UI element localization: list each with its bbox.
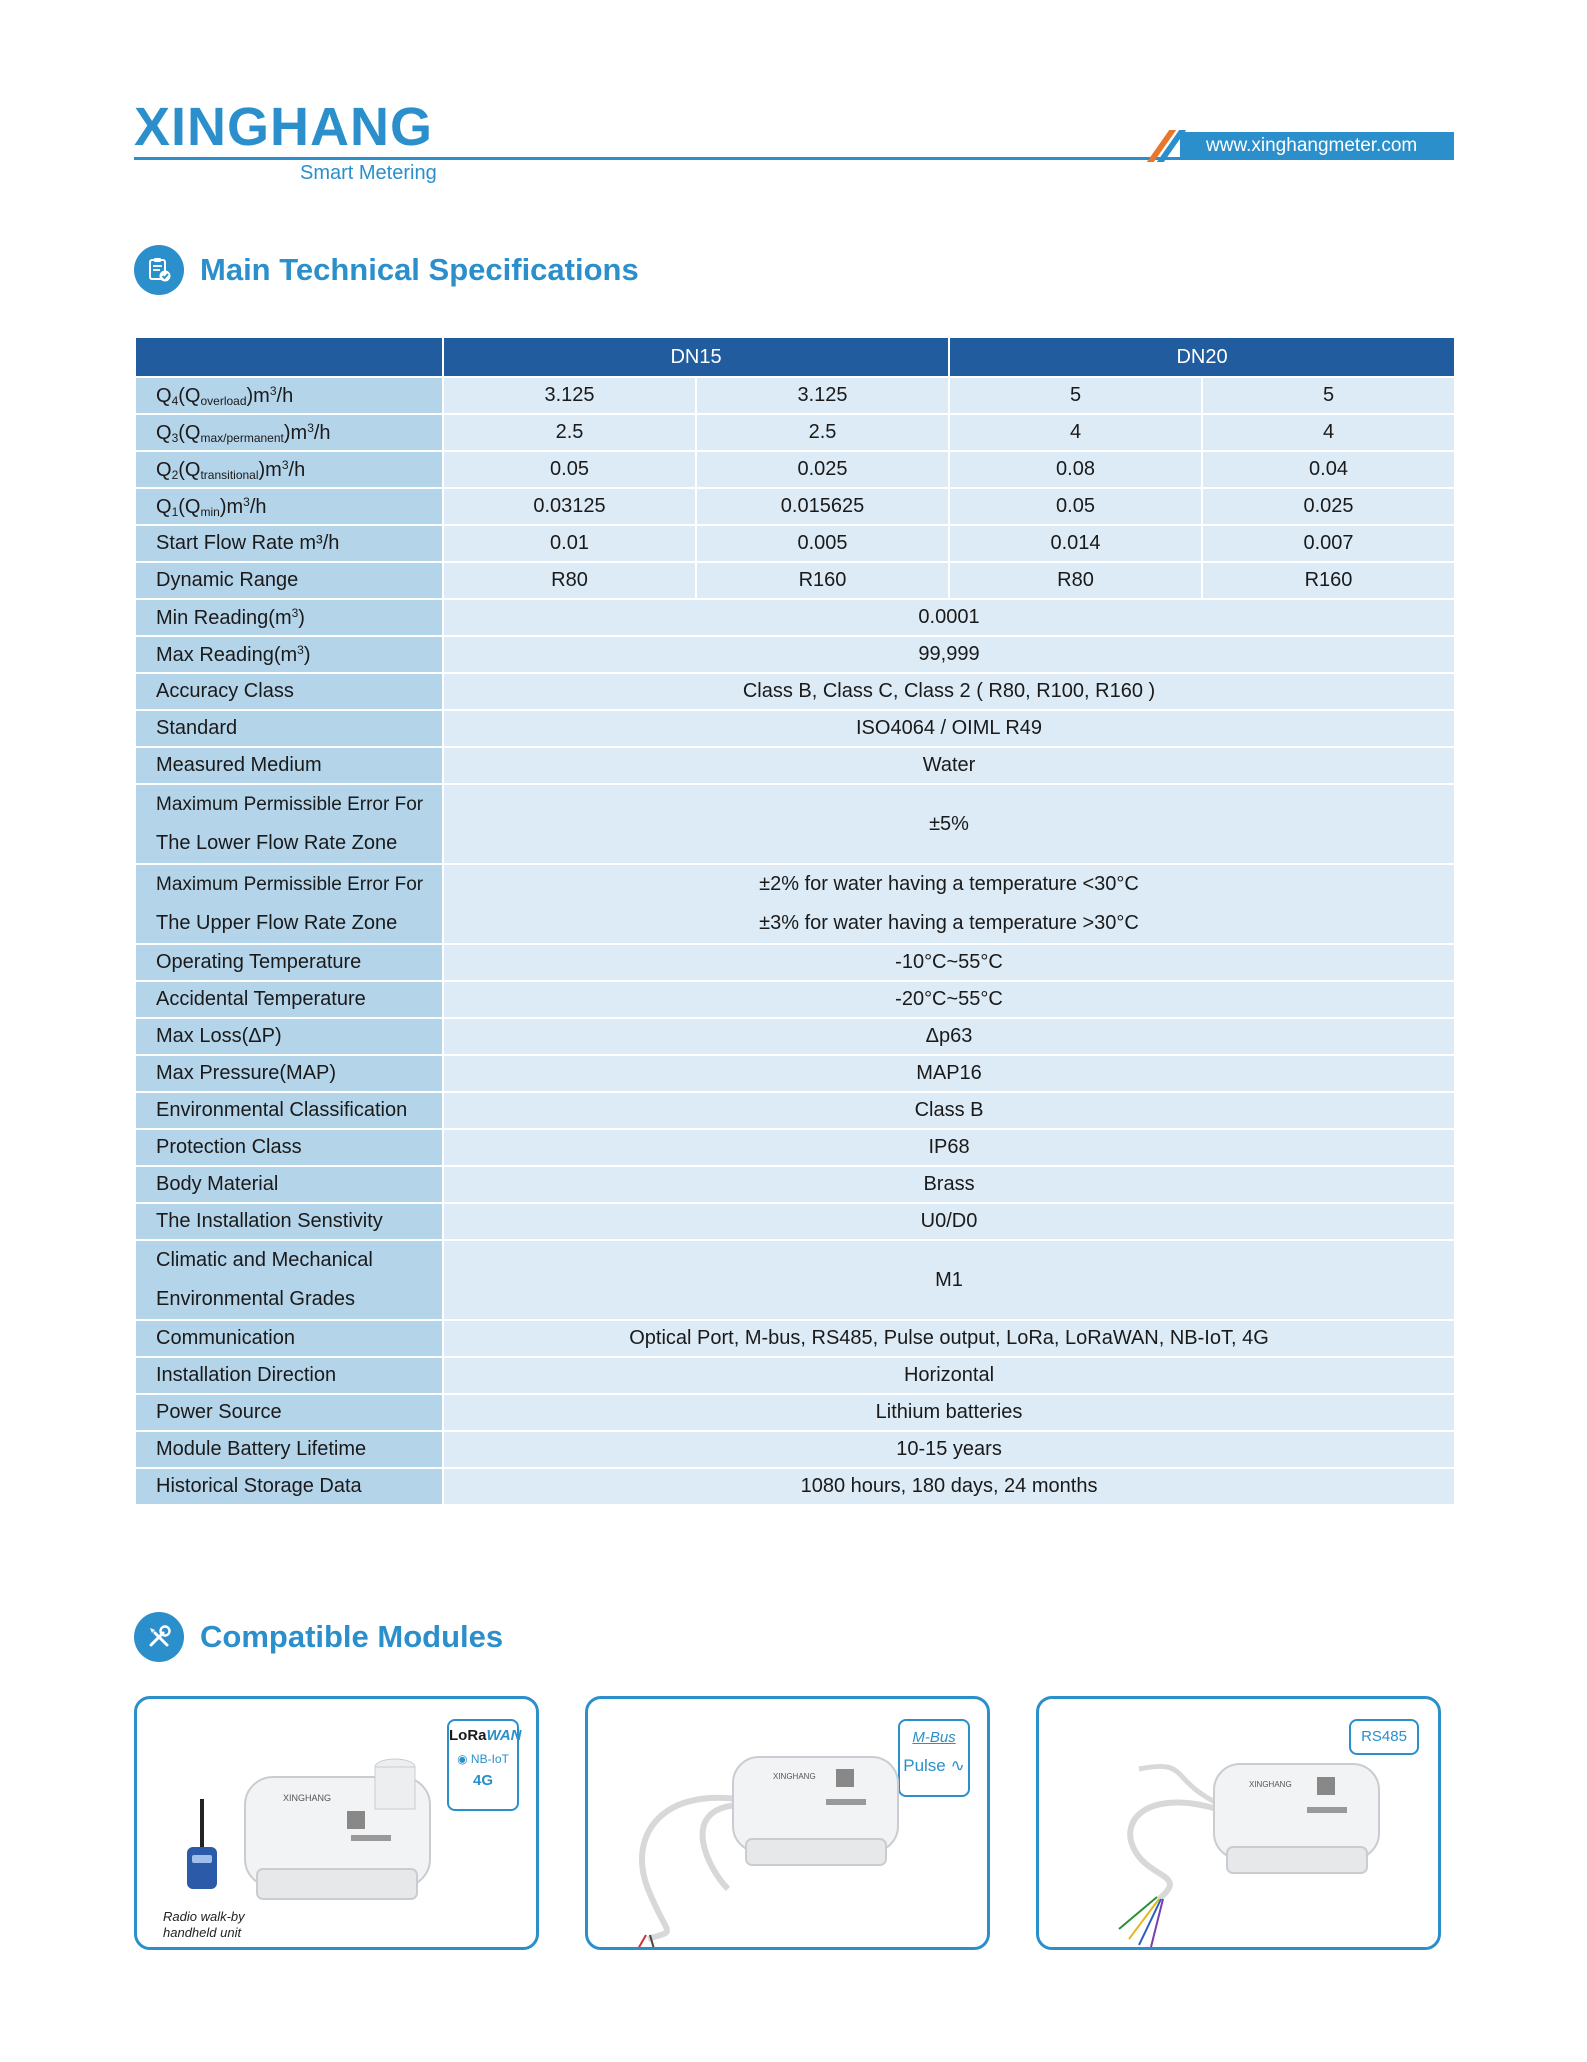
row-label: Start Flow Rate m³/h: [135, 525, 443, 562]
table-cell: ISO4064 / OIML R49: [443, 710, 1455, 747]
table-cell: IP68: [443, 1129, 1455, 1166]
clipboard-check-icon: [134, 245, 184, 295]
table-cell: Lithium batteries: [443, 1394, 1455, 1431]
table-row: [135, 981, 1455, 1018]
group-header-dn20: DN20: [949, 337, 1455, 377]
table-row: [135, 636, 1455, 673]
handheld-caption: Radio walk-by handheld unit: [163, 1909, 245, 1940]
table-row: [135, 1394, 1455, 1431]
brand-tagline: Smart Metering: [300, 162, 437, 184]
table-cell: 5: [1202, 377, 1455, 414]
row-label-q2: $Q_2(Q_{transitional})m^3/h$: [135, 451, 443, 488]
table-cell: 3.125: [696, 377, 949, 414]
row-label: Protection Class: [135, 1129, 443, 1166]
section-title: Main Technical Specifications: [200, 252, 639, 287]
table-row: [135, 1468, 1455, 1505]
table-cell: 0.04: [1202, 451, 1455, 488]
row-label: Environmental Classification: [135, 1092, 443, 1129]
table-cell: 0.015625: [696, 488, 949, 525]
table-cell: MAP16: [443, 1055, 1455, 1092]
row-label: The Installation Senstivity: [135, 1203, 443, 1240]
table-cell: -20°C~55°C: [443, 981, 1455, 1018]
table-cell: 2.5: [443, 414, 696, 451]
row-label: Power Source: [135, 1394, 443, 1431]
table-cell: 0.025: [1202, 488, 1455, 525]
table-cell: 0.007: [1202, 525, 1455, 562]
table-cell: 1080 hours, 180 days, 24 months: [443, 1468, 1455, 1505]
row-label: Accuracy Class: [135, 673, 443, 710]
modules-section-header: [134, 1612, 503, 1662]
table-row: [135, 451, 1455, 488]
table-row: [135, 944, 1455, 981]
row-label: Standard: [135, 710, 443, 747]
brand-logo: [134, 97, 437, 184]
table-row: [135, 1203, 1455, 1240]
table-cell: R160: [1202, 562, 1455, 599]
table-cell: 0.0001: [443, 599, 1455, 636]
row-label: Maximum Permissible Error For The Lower Flow Rate Zone: [135, 784, 443, 864]
table-cell: Class B: [443, 1092, 1455, 1129]
table-cell: Brass: [443, 1166, 1455, 1203]
table-cell: Class B, Class C, Class 2 ( R80, R100, R160 ): [443, 673, 1455, 710]
table-cell: M1: [443, 1240, 1455, 1320]
row-label-q4: $Q_4(Q_{overload})m^3/h$: [135, 377, 443, 414]
row-label: Installation Direction: [135, 1357, 443, 1394]
section-title: Compatible Modules: [200, 1619, 504, 1654]
table-row: [135, 1166, 1455, 1203]
table-row: [135, 1357, 1455, 1394]
pulse-label: Pulse ∿: [903, 1756, 965, 1775]
table-row: [135, 377, 1455, 414]
row-label: Historical Storage Data: [135, 1468, 443, 1505]
brand-name: XINGHANG: [134, 97, 434, 157]
row-label: Measured Medium: [135, 747, 443, 784]
module-card-mbus: [585, 1696, 990, 1950]
table-row: [135, 1055, 1455, 1092]
mbus-label: M-Bus: [912, 1729, 956, 1746]
table-row: [135, 1431, 1455, 1468]
table-cell: 0.03125: [443, 488, 696, 525]
row-label: Communication: [135, 1320, 443, 1357]
table-row: [135, 747, 1455, 784]
table-cell: Optical Port, M-bus, RS485, Pulse output, LoRa, LoRaWAN, NB-IoT, 4G: [443, 1320, 1455, 1357]
group-header-dn15: DN15: [443, 337, 949, 377]
rs485-module-image: [1039, 1699, 1441, 1950]
table-row: [135, 1320, 1455, 1357]
table-row: [135, 1092, 1455, 1129]
row-label: Maximum Permissible Error For The Upper Flow Rate Zone: [135, 864, 443, 944]
device-brand: XINGHANG: [773, 1772, 816, 1781]
table-cell: 0.025: [696, 451, 949, 488]
table-row: [135, 784, 1455, 864]
table-cell: 2.5: [696, 414, 949, 451]
table-cell: 3.125: [443, 377, 696, 414]
table-cell: 0.05: [949, 488, 1202, 525]
lorawan-label: LoRaWAN: [449, 1727, 522, 1744]
table-cell: R80: [443, 562, 696, 599]
rs485-label: RS485: [1361, 1728, 1407, 1745]
table-cell: 5: [949, 377, 1202, 414]
4g-label: 4G: [472, 1772, 493, 1789]
table-row: [135, 673, 1455, 710]
table-cell: 0.01: [443, 525, 696, 562]
row-label: Max $Reading(m^3)$: [135, 636, 443, 673]
website-url[interactable]: [1180, 132, 1454, 160]
table-cell: Horizontal: [443, 1357, 1455, 1394]
row-label-q1: $Q_1(Q_{min})m^3/h$: [135, 488, 443, 525]
row-label: Climatic and Mechanical Environmental Grades: [135, 1240, 443, 1320]
table-row: [135, 710, 1455, 747]
table-cell: 10-15 years: [443, 1431, 1455, 1468]
table-header-row: [135, 337, 1455, 377]
specification-table: [134, 336, 1456, 1506]
row-label: Max Pressure(MAP): [135, 1055, 443, 1092]
pulse-wave-icon: ∿: [950, 1756, 965, 1775]
table-header-empty: [135, 337, 443, 377]
table-cell: U0/D0: [443, 1203, 1455, 1240]
table-cell: 4: [1202, 414, 1455, 451]
table-cell: Water: [443, 747, 1455, 784]
table-row: [135, 525, 1455, 562]
row-label: Min $Reading(m^3)$: [135, 599, 443, 636]
row-label-q3: $Q_3(Q_{max/permanent})m^3/h$: [135, 414, 443, 451]
table-cell: ±2% for water having a temperature <30°C ±3% for water having a temperature >30°C: [443, 864, 1455, 944]
row-label: Accidental Temperature: [135, 981, 443, 1018]
table-cell: Δp63: [443, 1018, 1455, 1055]
module-card-lorawan: [134, 1696, 539, 1950]
table-cell: 0.014: [949, 525, 1202, 562]
device-brand: XINGHANG: [283, 1793, 332, 1803]
table-cell: 4: [949, 414, 1202, 451]
table-cell: R160: [696, 562, 949, 599]
table-cell: 0.08: [949, 451, 1202, 488]
table-row: [135, 864, 1455, 944]
mbus-module-image: [588, 1699, 990, 1950]
table-cell: ±5%: [443, 784, 1455, 864]
row-label: Operating Temperature: [135, 944, 443, 981]
table-row: [135, 414, 1455, 451]
table-row: [135, 1240, 1455, 1320]
table-cell: 99,999: [443, 636, 1455, 673]
table-row: [135, 1129, 1455, 1166]
website-url-text: www.xinghangmeter.com: [1206, 135, 1418, 156]
row-label: Body Material: [135, 1166, 443, 1203]
tools-icon: [134, 1612, 184, 1662]
device-brand: XINGHANG: [1249, 1780, 1292, 1789]
table-row: [135, 1018, 1455, 1055]
table-cell: -10°C~55°C: [443, 944, 1455, 981]
globe-icon: ◉: [457, 1752, 468, 1766]
table-row: [135, 562, 1455, 599]
table-row: [135, 488, 1455, 525]
table-row: [135, 599, 1455, 636]
row-label: Module Battery Lifetime: [135, 1431, 443, 1468]
row-label: Dynamic Range: [135, 562, 443, 599]
table-cell: 0.05: [443, 451, 696, 488]
table-cell: 0.005: [696, 525, 949, 562]
row-label: Max Loss(ΔP): [135, 1018, 443, 1055]
specs-section-header: [134, 245, 639, 295]
module-card-rs485: [1036, 1696, 1441, 1950]
nbiot-label: ◉ NB-IoT: [457, 1752, 509, 1766]
table-cell: R80: [949, 562, 1202, 599]
